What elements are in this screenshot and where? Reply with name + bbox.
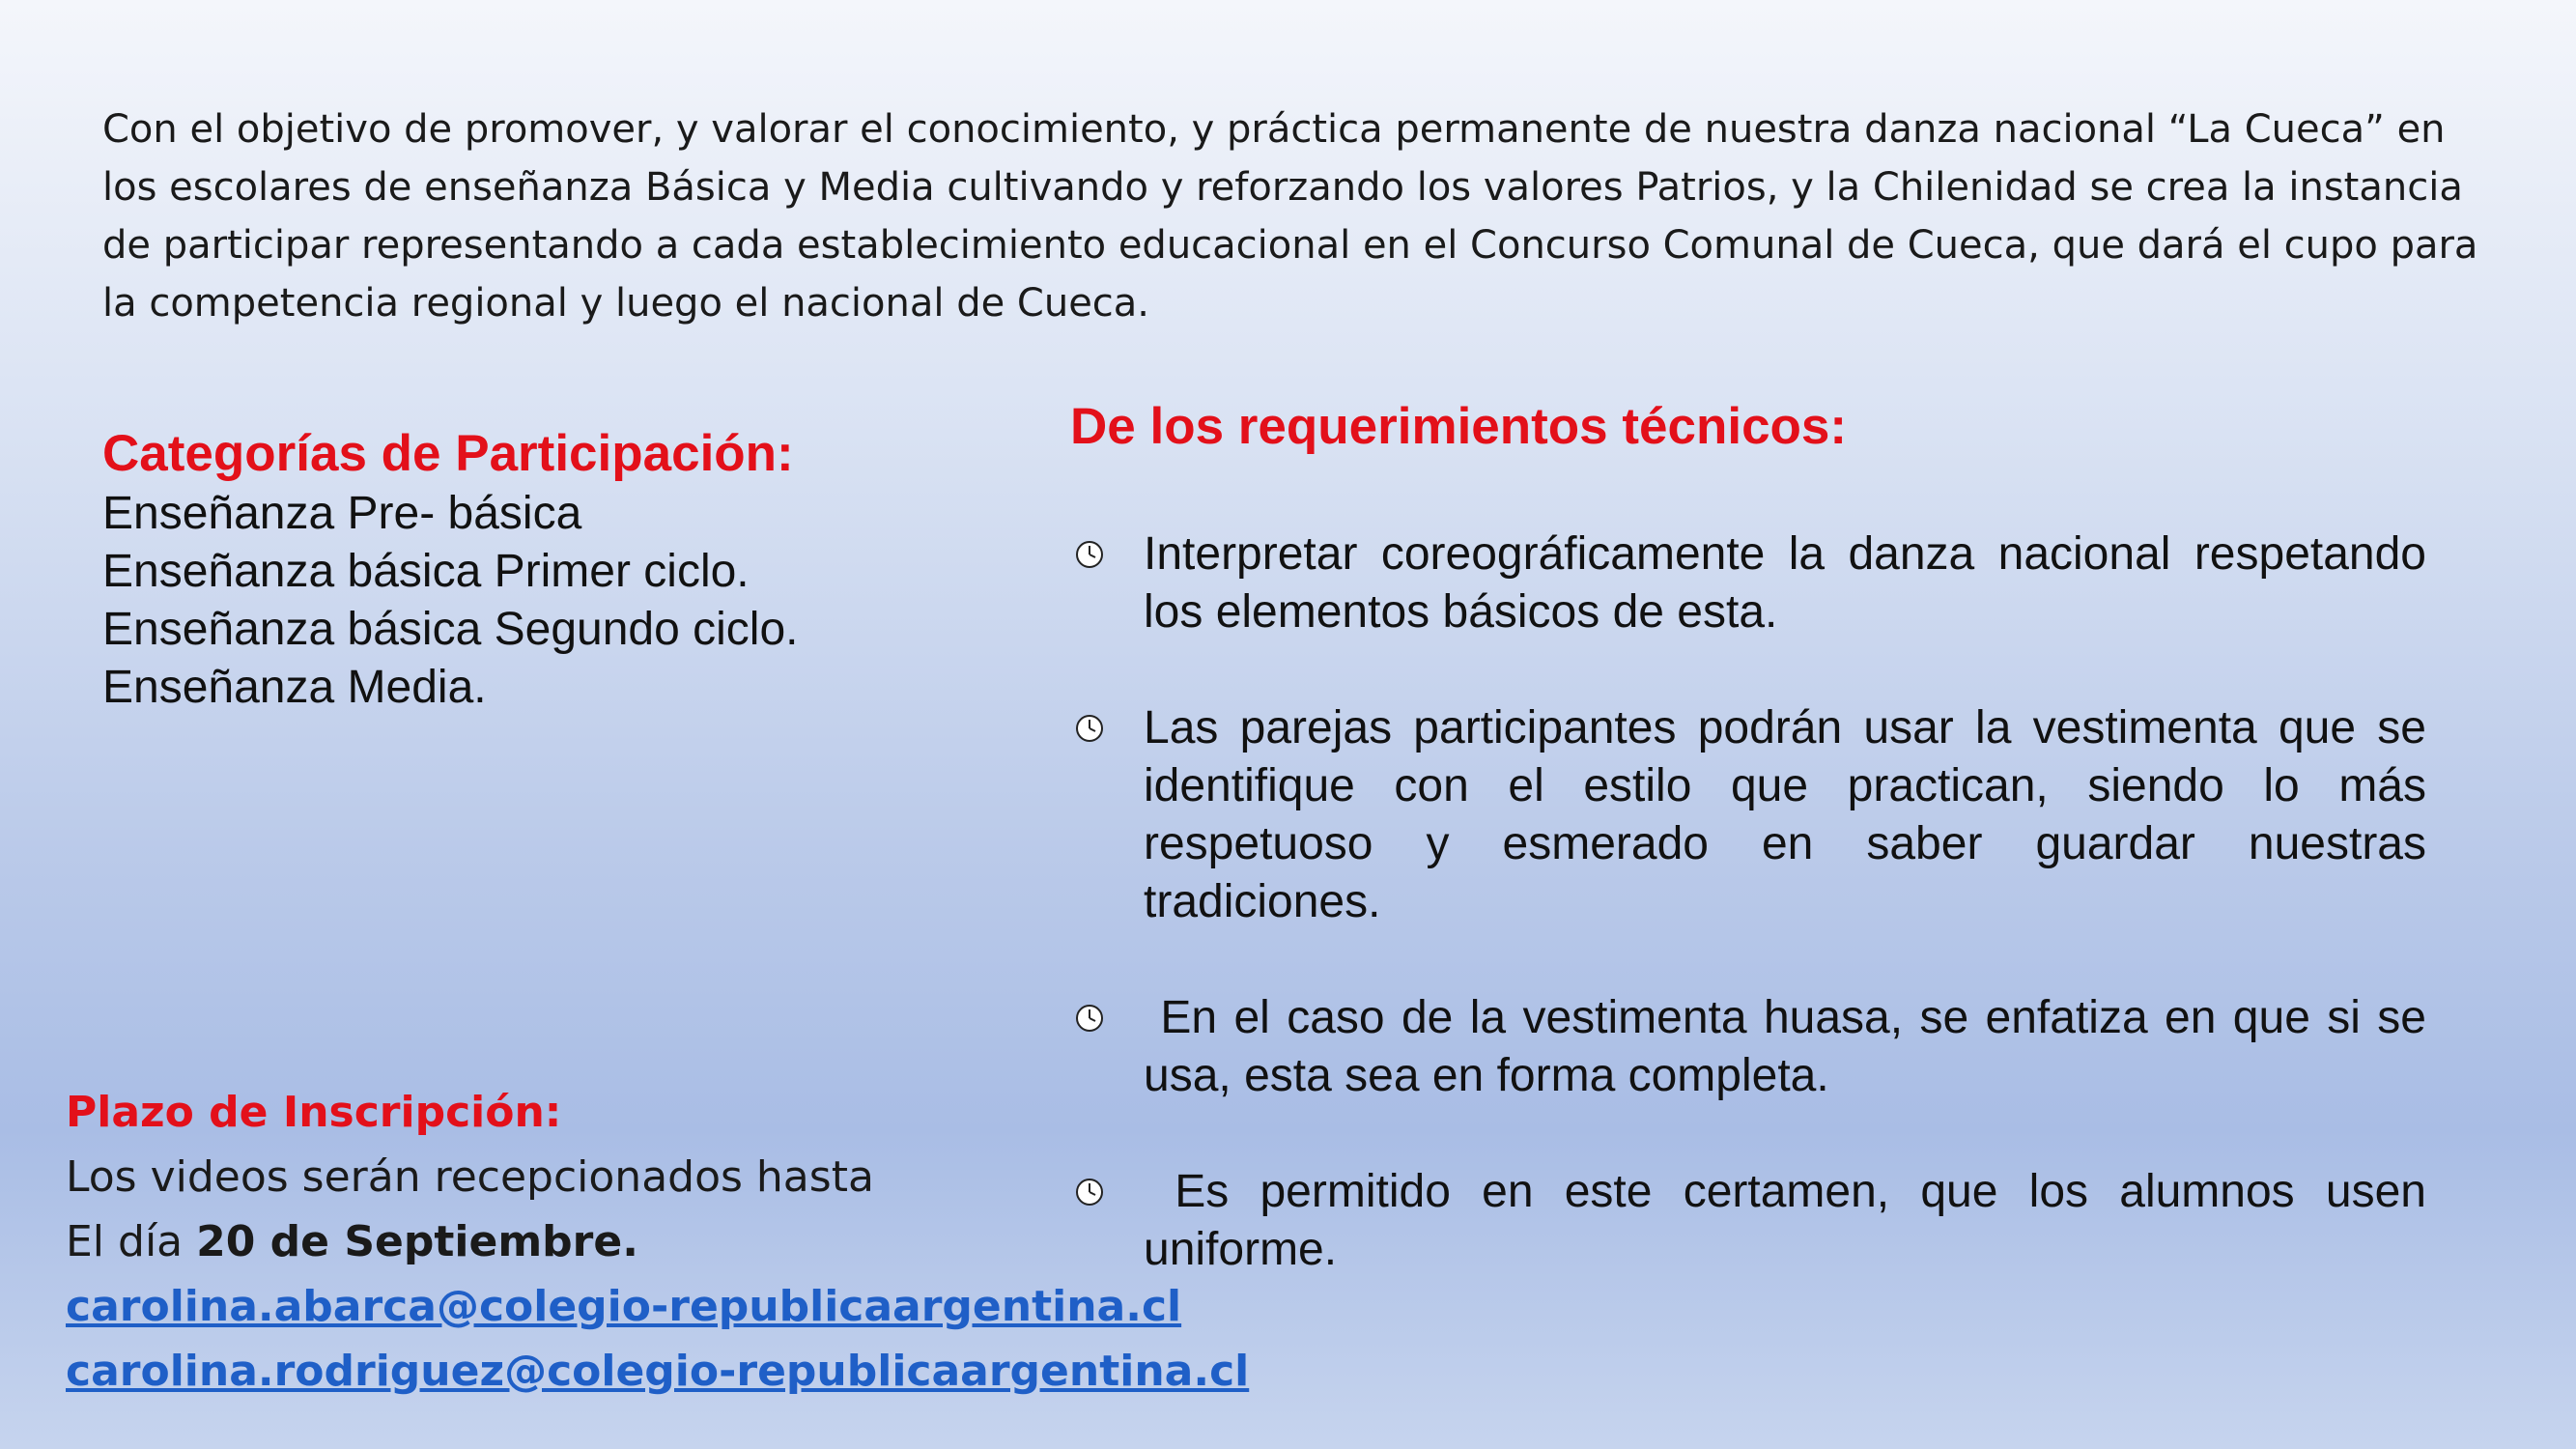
requirement-text: Es permitido en este certamen, que los alumnos usen uniforme. [1144, 1166, 2440, 1275]
intro-paragraph: Con el objetivo de promover, y valorar el conocimiento, y práctica permanente de nuestra danza nacional “La Cueca” en los escolares de enseñanza Básica y Media cultivando y reforzando los valores Patrios, y la Chilenidad se crea la instancia de participar representando a cada establecimiento educacional en el Concurso Comunal de Cueca, que dará el cupo para la competencia regional y luego el nacional de Cueca. [102, 107, 2478, 326]
requirement-text: Interpretar coreográficamente la danza nacional respetando los elementos básicos de esta. [1144, 528, 2426, 638]
clock-icon [1074, 713, 1105, 744]
deadline-date: 20 de Septiembre. [196, 1217, 638, 1266]
deadline-prefix: El día [66, 1217, 197, 1266]
email-link-abarca[interactable]: carolina.abarca@colegio-republicaargentina.cl [66, 1282, 1182, 1331]
requirement-text: Las parejas participantes podrán usar la vestimenta que se identifique con el estilo que practican, siendo lo más respetuoso y esmerado en saber guardar nuestras tradiciones. [1144, 702, 2426, 927]
deadline-section [66, 1080, 1321, 1404]
deadline-line: Los videos serán recepcionados hasta [66, 1152, 874, 1202]
email-link-rodriguez[interactable]: carolina.rodriguez@colegio-republicaargentina.cl [66, 1347, 1250, 1396]
clock-icon [1074, 539, 1105, 570]
category-item: Enseñanza básica Segundo ciclo. [102, 604, 799, 655]
clock-icon [1074, 1003, 1105, 1034]
requirement-item [1070, 699, 2426, 931]
category-item: Enseñanza Media. [102, 662, 487, 713]
requirement-item [1070, 526, 2426, 641]
categories-title: Categorías de Participación: [102, 425, 794, 482]
deadline-date-line [66, 1209, 1321, 1274]
requirements-title: De los requerimientos técnicos: [1070, 398, 1848, 455]
requirement-text: En el caso de la vestimenta huasa, se enfatiza en que si se usa, esta sea en forma completa. [1144, 992, 2440, 1101]
deadline-title: Plazo de Inscripción: [66, 1088, 562, 1137]
category-item: Enseñanza Pre- básica [102, 488, 582, 539]
categories-section [102, 423, 972, 717]
category-item: Enseñanza básica Primer ciclo. [102, 546, 750, 597]
